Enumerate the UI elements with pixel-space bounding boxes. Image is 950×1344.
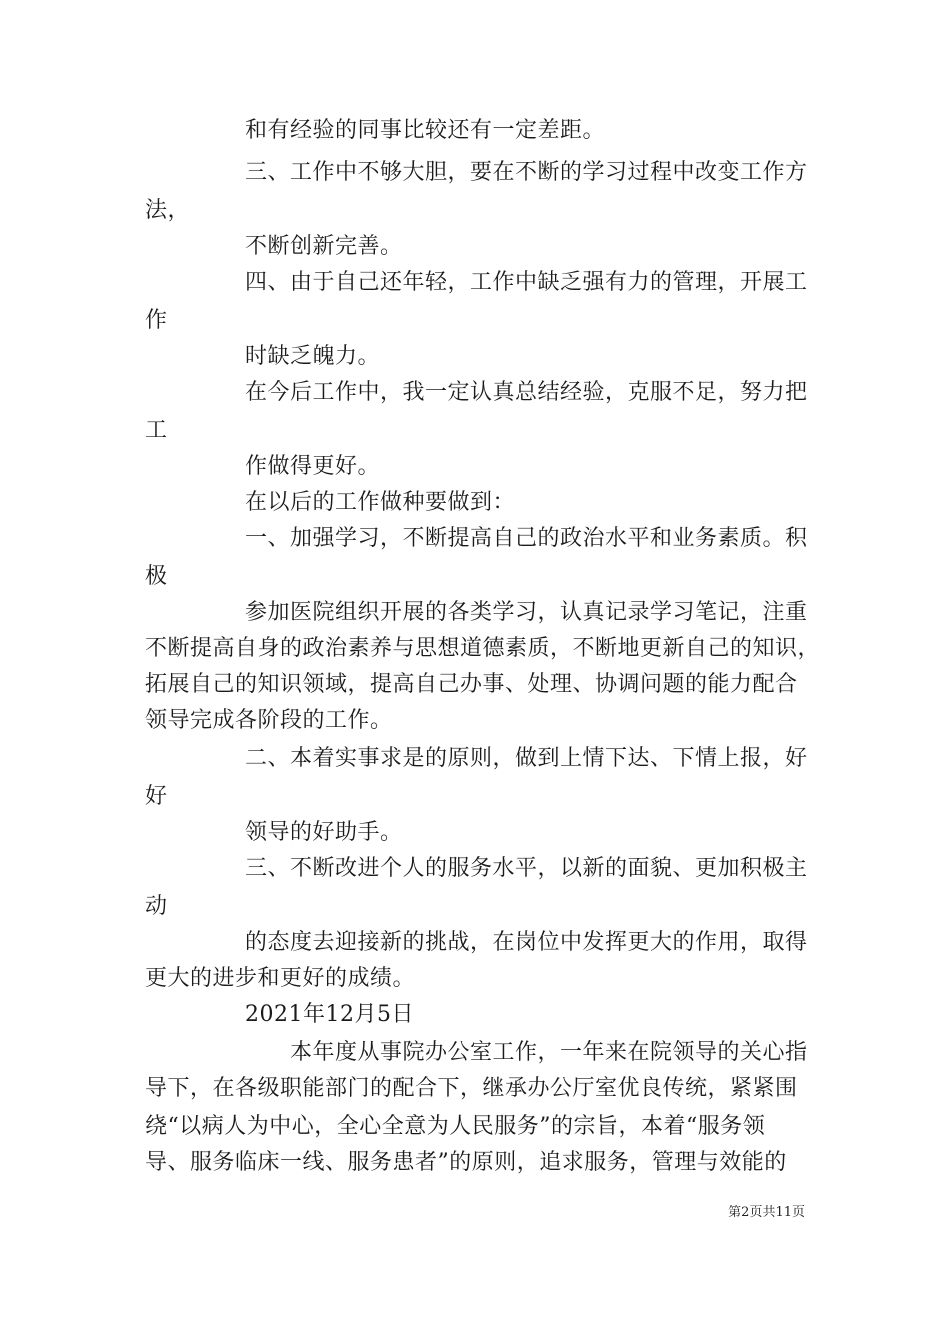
text-line: 法， [145,198,191,223]
text-line: 参加医院组织开展的各类学习，认真记录学习笔记，注重 [245,600,808,625]
text-line: 导、服务临床一线、服务患者”的原则，追求服务，管理与效能的 [145,1150,787,1175]
date-line: 2021年12月5日 [245,1002,414,1027]
text-line: 更大的进步和更好的成绩。 [145,966,416,991]
text-line: 好 [145,784,168,809]
text-line: 在以后的工作做种要做到： [245,490,516,515]
text-line: 绕“以病人为中心，全心全意为人民服务”的宗旨，本着“服务领 [145,1114,766,1139]
text-line: 动 [145,894,168,919]
page-number: 第2页共11页 [728,1205,805,1220]
text-line: 不断创新完善。 [245,234,403,259]
text-line: 和有经验的同事比较还有一定差距。 [245,118,606,143]
text-line: 工 [145,418,168,443]
text-line: 时缺乏魄力。 [245,344,381,369]
text-line: 极 [145,564,168,589]
text-line: 不断提高自身的政治素养与思想道德素质，不断地更新自己的知识， [145,636,821,661]
text-line: 导下，在各级职能部门的配合下，继承办公厅室优良传统，紧紧围 [145,1076,798,1101]
text-line: 一、加强学习，不断提高自己的政治水平和业务素质。积 [245,526,808,551]
text-line: 三、不断改进个人的服务水平，以新的面貌、更加积极主 [245,856,808,881]
text-line: 领导的好助手。 [245,820,403,845]
text-line: 领导完成各阶段的工作。 [145,708,393,733]
text-line: 作 [145,308,168,333]
text-line: 四、由于自己还年轻，工作中缺乏强有力的管理，开展工 [245,270,808,295]
text-line: 作做得更好。 [245,454,381,479]
text-line: 的态度去迎接新的挑战，在岗位中发挥更大的作用，取得 [245,930,808,955]
text-line: 三、工作中不够大胆，要在不断的学习过程中改变工作方 [245,160,808,185]
text-line: 二、本着实事求是的原则，做到上情下达、下情上报，好 [245,746,808,771]
text-line: 本年度从事院办公室工作，一年来在院领导的关心指 [290,1040,808,1065]
text-line: 拓展自己的知识领域，提高自己办事、处理、协调问题的能力配合 [145,672,798,697]
text-line: 在今后工作中，我一定认真总结经验，克服不足，努力把 [245,380,808,405]
